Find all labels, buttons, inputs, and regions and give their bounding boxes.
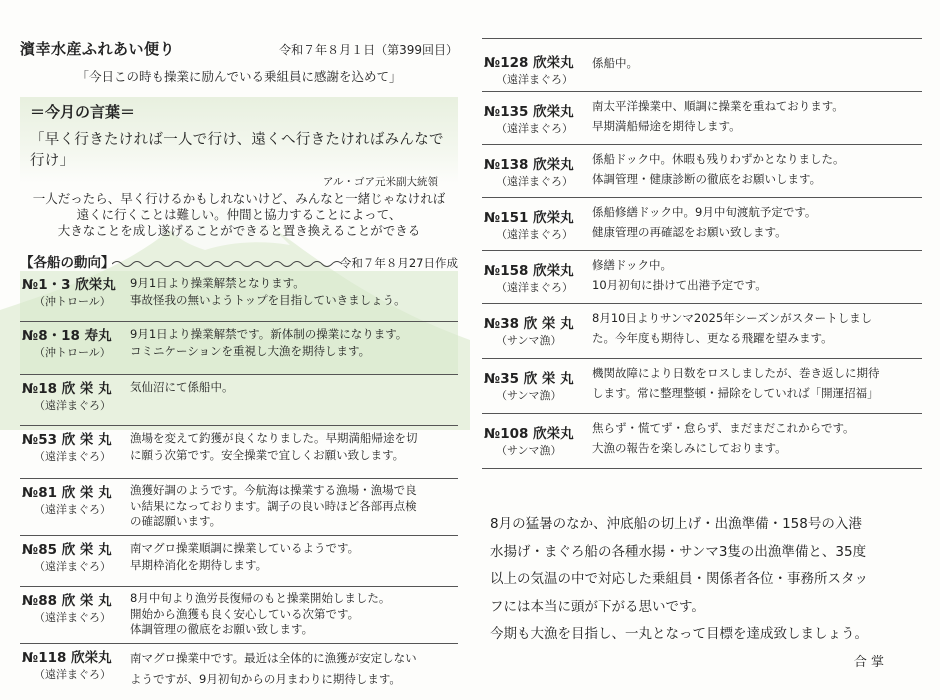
newsletter-subtitle: 「今日この時も操業に励んでいる乗組員に感謝を込めて」	[76, 69, 402, 84]
ship-name: №151 欣栄丸	[484, 210, 574, 226]
words-body	[20, 191, 458, 239]
ship-type: （遠洋まぐろ）	[34, 503, 111, 516]
ship-name: №35 欣 栄 丸	[484, 371, 574, 387]
closing-signoff: 合 掌	[853, 654, 884, 670]
ship-type: （遠洋まぐろ）	[34, 560, 111, 573]
ship-note-line: 体調管理の徹底をお願い致します。	[130, 622, 314, 636]
ship-list-left	[20, 271, 458, 694]
ship-row	[20, 375, 458, 426]
ship-note-line: 9月1日より操業解禁となります。	[130, 276, 305, 290]
ship-row	[20, 322, 458, 375]
issue-date: 令和７年８月１日（第399回目）	[279, 43, 458, 57]
movements-title: 【各船の動向】	[20, 255, 115, 271]
ship-note-line: 健康管理の再確認をお願い致します。	[592, 225, 787, 239]
movements-header	[20, 249, 458, 271]
ship-note-line: コミニケーションを重視し大漁を期待します。	[130, 344, 371, 358]
movements-date: 令和７年８月27日作成	[339, 256, 458, 270]
ship-note-line: 南マグロ操業順調に操業しているようです。	[130, 541, 360, 555]
ship-row	[482, 414, 922, 469]
ship-name: №18 欣 栄 丸	[22, 381, 112, 397]
ship-note-line: 機関故障により日数をロスしましたが、巻き返しに期待	[592, 366, 880, 380]
ship-type: （サンマ漁）	[496, 444, 562, 457]
ship-name: №88 欣 栄 丸	[22, 593, 112, 609]
ship-row	[20, 479, 458, 536]
ship-row	[20, 271, 458, 322]
ship-note-line: 漁場を変えて釣獲が良くなりました。早期満船帰途を切	[130, 431, 418, 445]
words-body-line: 一人だったら、早く行けるかもしれないけど、みんなと一緒じゃなければ	[32, 191, 446, 206]
ship-note-line: 早期枠消化を期待します。	[130, 558, 268, 572]
closing-message	[482, 511, 922, 649]
ship-type: （遠洋まぐろ）	[496, 73, 573, 86]
right-column	[482, 38, 922, 670]
ship-type: （遠洋まぐろ）	[496, 122, 573, 135]
memo-line: フには本当に頭が下がる思いです。	[490, 598, 705, 615]
ship-note-line: 体調管理・健康診断の徹底をお願いします。	[592, 172, 822, 186]
ship-note-line: 気仙沼にて係船中。	[130, 380, 234, 394]
ship-note-line: の確認願います。	[130, 514, 222, 528]
ship-name: №8・18 寿丸	[22, 328, 112, 344]
ship-type: （遠洋まぐろ）	[34, 668, 111, 681]
ship-note-line: ようですが、9月初旬からの月まわりに期待します。	[130, 672, 401, 686]
ship-row	[482, 39, 922, 92]
ship-note-line: 事故怪我の無いようトップを目指していきましょう。	[130, 293, 406, 307]
ship-note-line: 係船中。	[592, 56, 638, 70]
left-column	[20, 38, 458, 694]
words-of-month	[20, 97, 458, 188]
ship-note-line: 係船ドック中。休暇も残りわずかとなりました。	[592, 152, 845, 166]
ship-note-line: 早期満船帰途を期待します。	[592, 119, 741, 133]
ship-note-line: 南マグロ操業中です。最近は全体的に漁獲が安定しない	[130, 651, 417, 665]
words-body-line: 大きなことを成し遂げることができると置き換えることができる	[57, 223, 421, 238]
ship-name: №1・3 欣栄丸	[22, 277, 116, 293]
ship-type: （遠洋まぐろ）	[496, 228, 573, 241]
ship-row	[20, 536, 458, 587]
ship-note-line: 南太平洋操業中、順調に操業を重ねております。	[592, 99, 844, 113]
ship-type: （サンマ漁）	[496, 389, 562, 402]
ship-note-line: た。今年度も期待し、更なる飛躍を望みます。	[592, 331, 833, 345]
ship-row	[482, 198, 922, 251]
ship-note-line: 係船修繕ドック中。9月中旬渡航予定です。	[592, 205, 817, 219]
ship-note-line: 8月10日よりサンマ2025年シーズンがスタートしまし	[592, 311, 873, 325]
ship-row	[482, 251, 922, 304]
ship-name: №81 欣 栄 丸	[22, 485, 112, 501]
ship-type: （遠洋まぐろ）	[496, 175, 573, 188]
words-quote: 「早く行きたければ一人で行け、遠くへ行きたければみんなで行け」	[30, 132, 444, 169]
ship-note-line: 漁獲好調のようです。今航海は操業する漁場・漁場で良	[130, 483, 417, 497]
ship-name: №85 欣 栄 丸	[22, 542, 112, 558]
ship-row	[482, 92, 922, 145]
ship-type: （遠洋まぐろ）	[34, 399, 111, 412]
ship-row	[20, 644, 458, 694]
words-author: アル・ゴア元米副大統領	[322, 176, 438, 188]
ship-name: №108 欣栄丸	[484, 426, 574, 442]
ship-type: （遠洋まぐろ）	[34, 450, 111, 463]
wave-divider	[112, 259, 342, 269]
ship-name: №128 欣栄丸	[484, 55, 574, 71]
words-heading: ＝今月の言葉＝	[30, 103, 136, 121]
ship-name: №38 欣 栄 丸	[484, 316, 574, 332]
ship-type: （遠洋まぐろ）	[496, 281, 573, 294]
memo-line: 今期も大漁を目指し、一丸となって目標を達成致しましょう。	[490, 626, 868, 642]
ship-name: №118 欣栄丸	[22, 650, 112, 666]
memo-line: 水揚げ・まぐろ船の各種水揚・サンマ3隻の出漁準備と、35度	[490, 543, 867, 560]
ship-note-line: 9月1日より操業解禁です。新体制の操業になります。	[130, 327, 408, 341]
memo-line: 以上の気温の中で対応した乗組員・関係者各位・事務所スタッ	[490, 571, 868, 587]
ship-note-line: 修繕ドック中。	[592, 258, 673, 272]
ship-note-line: 開始から漁獲も良く安心している次第です。	[130, 606, 360, 621]
ship-note-line: します。常に整理整頓・掃除をしていれば「開運招福」	[592, 386, 879, 400]
ship-list-right	[482, 38, 922, 469]
ship-row	[482, 145, 922, 198]
memo-line: 8月の猛暑のなか、沖底船の切上げ・出漁準備・158号の入港	[490, 516, 862, 532]
ship-note-line: 大漁の報告を楽しみにしております。	[592, 441, 787, 455]
ship-name: №158 欣栄丸	[484, 263, 574, 279]
ship-row	[482, 304, 922, 359]
ship-note-line: 焦らず・慌てず・怠らず、まだまだこれからです。	[592, 421, 855, 435]
ship-row	[482, 359, 922, 414]
ship-note-line: 10月初旬に掛けて出港予定です。	[592, 278, 767, 292]
ship-type: （沖トロール）	[34, 346, 111, 359]
ship-note-line: に願う次第です。安全操業で宜しくお願い致します。	[130, 448, 405, 462]
ship-name: №138 欣栄丸	[484, 157, 574, 173]
words-body-line: 遠くに行くことは難しい。仲間と協力することによって、	[76, 207, 402, 222]
ship-note-line: い結果になっております。調子の良い時ほど各部再点検	[130, 498, 417, 513]
ship-row	[20, 426, 458, 479]
newsletter-title: 濱幸水産ふれあい便り	[20, 40, 176, 58]
ship-type: （沖トロール）	[34, 295, 111, 308]
ship-note-line: 8月中旬より漁労長復帰のもと操業開始しました。	[130, 591, 391, 605]
ship-type: （遠洋まぐろ）	[34, 611, 111, 624]
ship-type: （サンマ漁）	[496, 334, 562, 347]
ship-row	[20, 587, 458, 644]
ship-name: №53 欣 栄 丸	[22, 432, 112, 448]
ship-name: №135 欣栄丸	[484, 104, 574, 120]
masthead	[20, 38, 458, 59]
